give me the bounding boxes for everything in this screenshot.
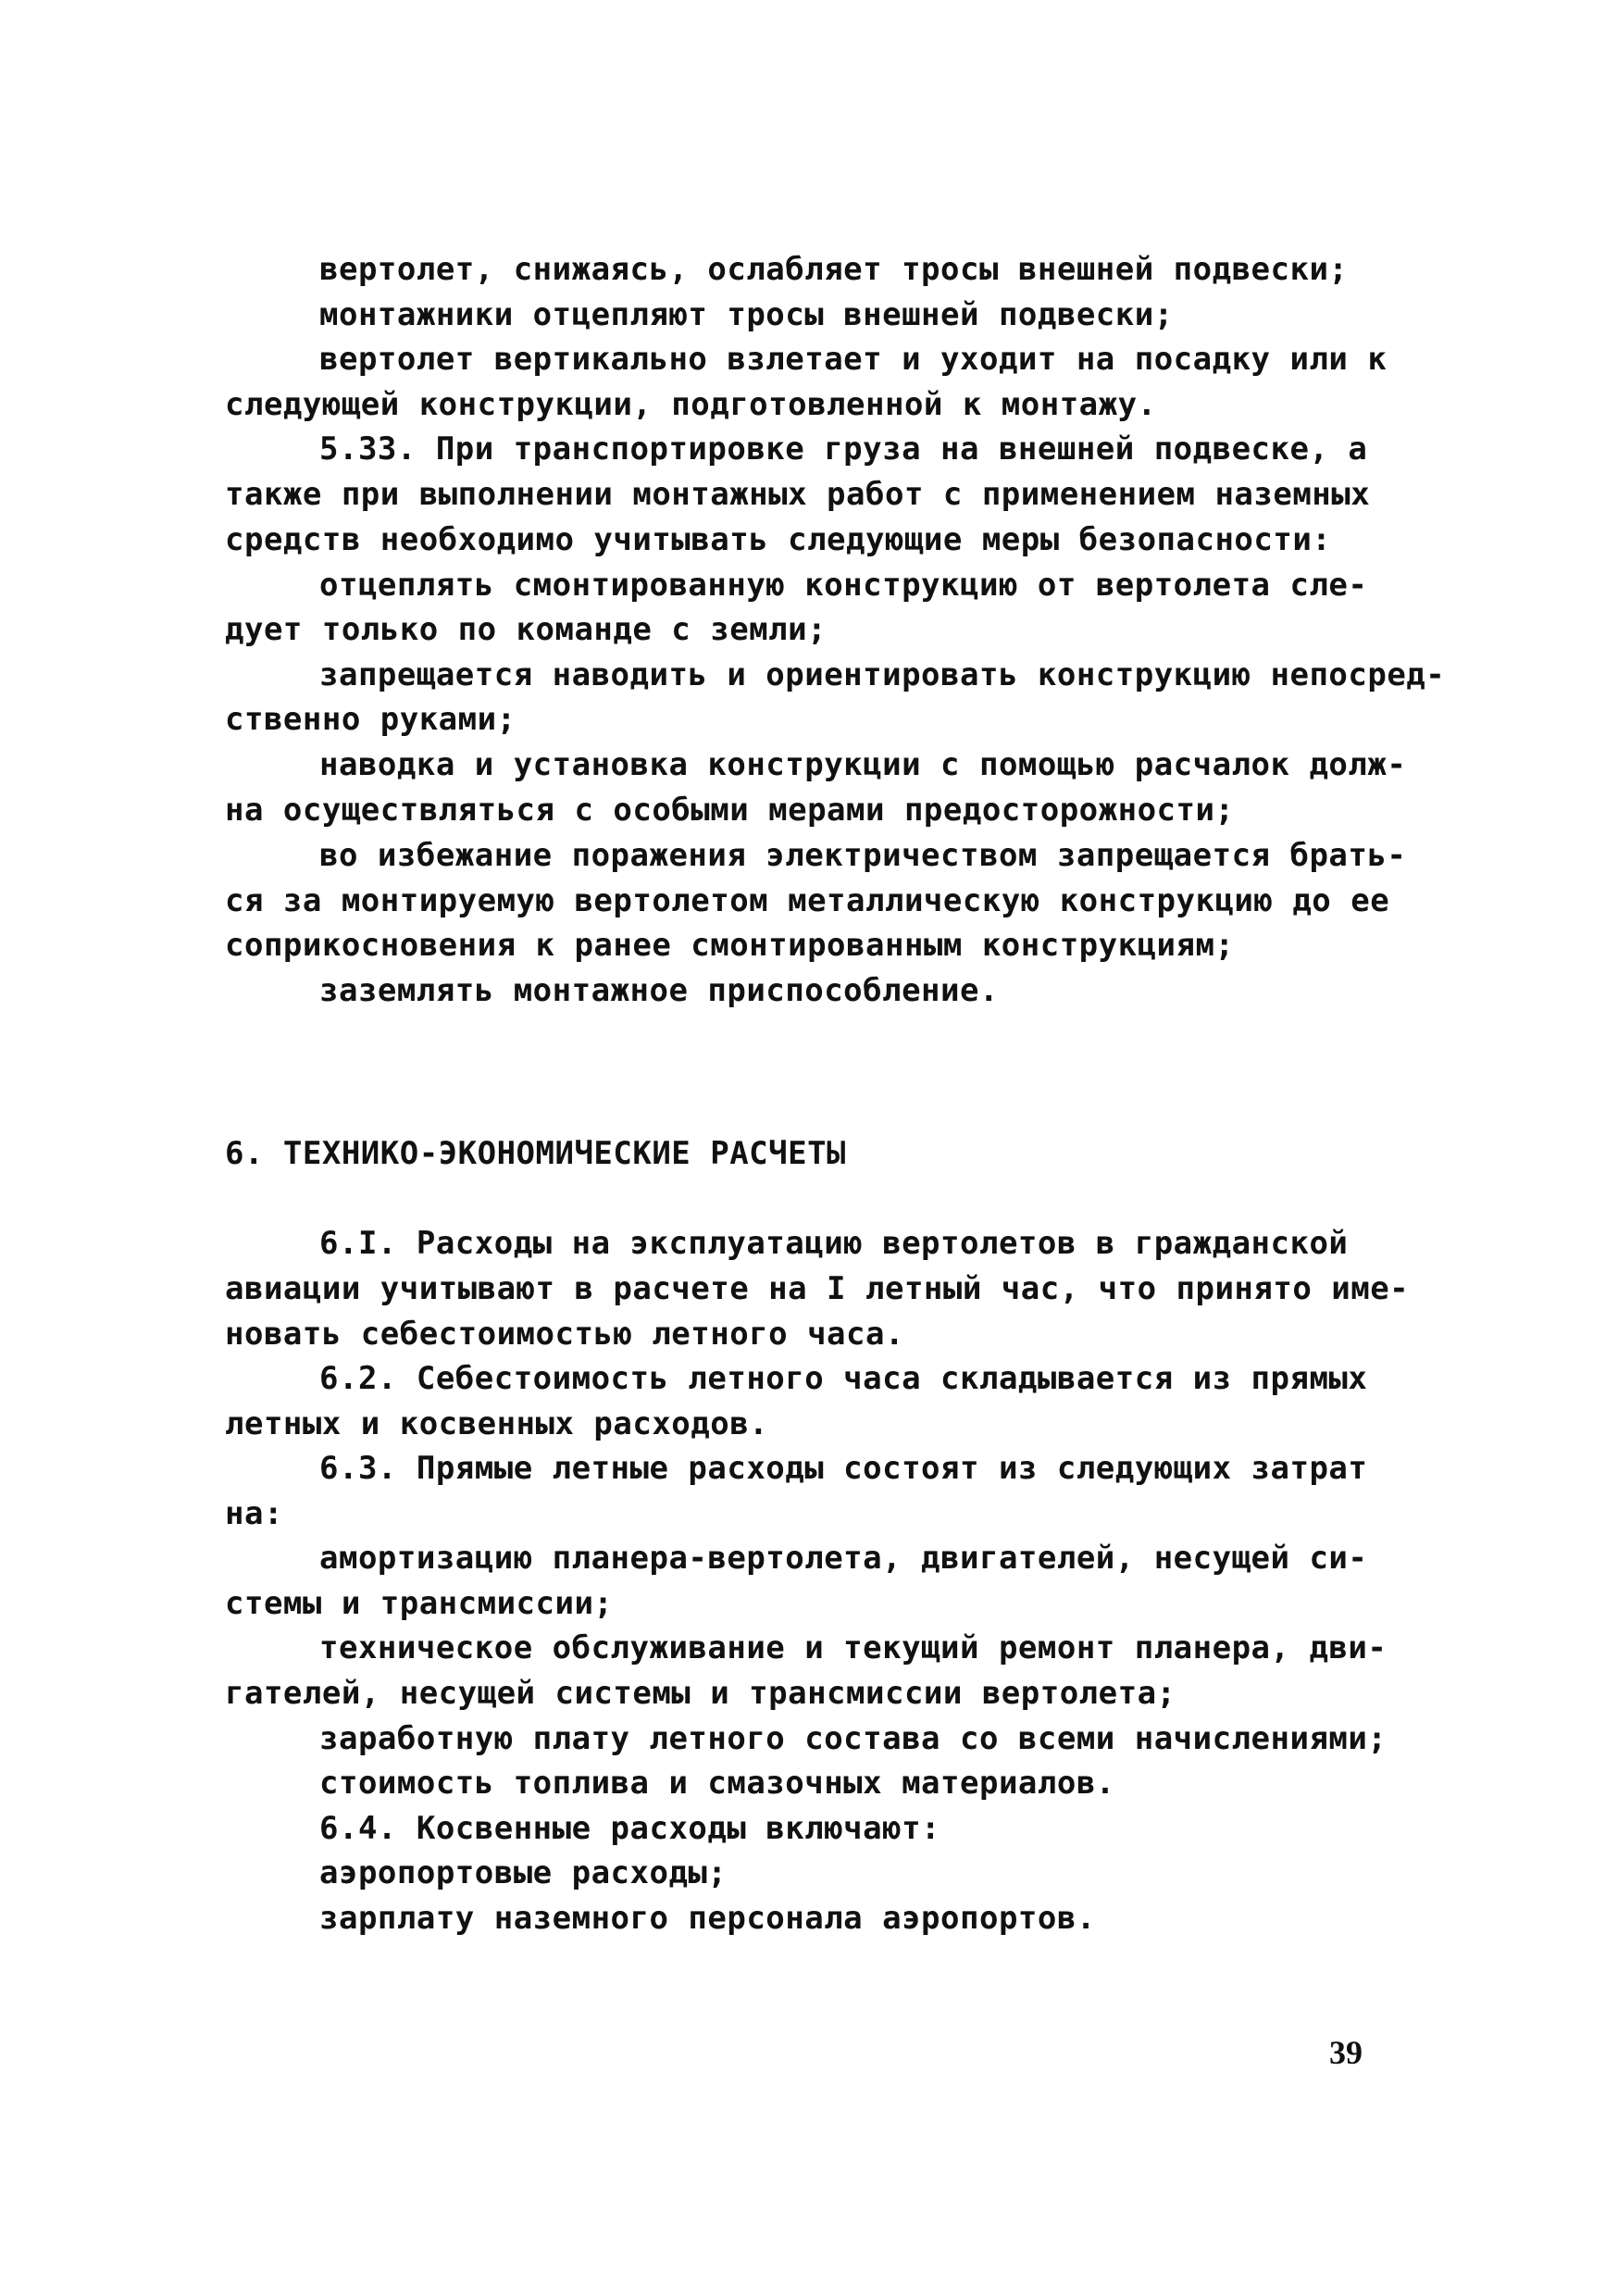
text-line: заработную плату летного состава со всеми начислениями; [319,1720,1388,1757]
text-line: 6.I. Расходы на эксплуатацию вертолетов в гражданской [319,1225,1349,1262]
text-line: 5.33. При транспортировке груза на внешней подвеске, а [319,430,1368,468]
page-number: 39 [1329,2034,1363,2071]
text-line: летных и косвенных расходов. [225,1405,769,1442]
text-line: ся за монтируемую вертолетом металлическую конструкцию до ее [225,882,1390,919]
text-line: стемы и трансмиссии; [225,1585,614,1622]
text-line: следующей конструкции, подготовленной к монтажу. [225,386,1157,423]
text-line: также при выполнении монтажных работ с применением наземных [225,476,1371,513]
text-line: во избежание поражения электричеством запрещается брать- [319,837,1407,874]
text-line: аэропортовые расходы; [319,1854,728,1891]
text-line: амортизацию планера-вертолета, двигателей, несущей си- [319,1540,1368,1577]
section-heading: 6. ТЕХНИКО-ЭКОНОМИЧЕСКИЕ РАСЧЕТЫ [225,1135,847,1172]
text-line: соприкосновения к ранее смонтированным конструкциям; [225,927,1235,964]
text-line: вертолет вертикально взлетает и уходит на посадку или к [319,341,1388,378]
text-line: запрещается наводить и ориентировать конструкцию непосред- [319,656,1446,693]
text-line: средств необходимо учитывать следующие меры безопасности: [225,521,1332,558]
text-line: 6.2. Себестоимость летного часа складывается из прямых [319,1360,1368,1397]
text-line: стоимость топлива и смазочных материалов. [319,1765,1115,1802]
text-line: авиации учитывают в расчете на I летный час, что принято име- [225,1270,1410,1307]
text-line: 6.3. Прямые летные расходы состоят из следующих затрат [319,1450,1368,1487]
text-line: ственно руками; [225,701,517,738]
text-line: на осуществляться с особыми мерами предосторожности; [225,792,1235,829]
text-line: 6.4. Косвенные расходы включают: [319,1810,941,1847]
text-line: новать себестоимостью летного часа. [225,1316,904,1353]
text-line: техническое обслуживание и текущий ремонт планера, дви- [319,1629,1388,1666]
text-line: монтажники отцепляют тросы внешней подвески; [319,296,1174,333]
text-line: отцеплять смонтированную конструкцию от вертолета сле- [319,567,1368,604]
text-line: дует только по команде с земли; [225,611,828,648]
text-line: на: [225,1495,283,1532]
text-line: вертолет, снижаясь, ослабляет тросы внешней подвески; [319,251,1349,288]
text-line: зарплату наземного персонала аэропортов. [319,1900,1096,1937]
text-line: гателей, несущей системы и трансмиссии вертолета; [225,1675,1176,1712]
text-line: заземлять монтажное приспособление. [319,972,999,1009]
text-line: наводка и установка конструкции с помощью расчалок долж- [319,746,1407,783]
